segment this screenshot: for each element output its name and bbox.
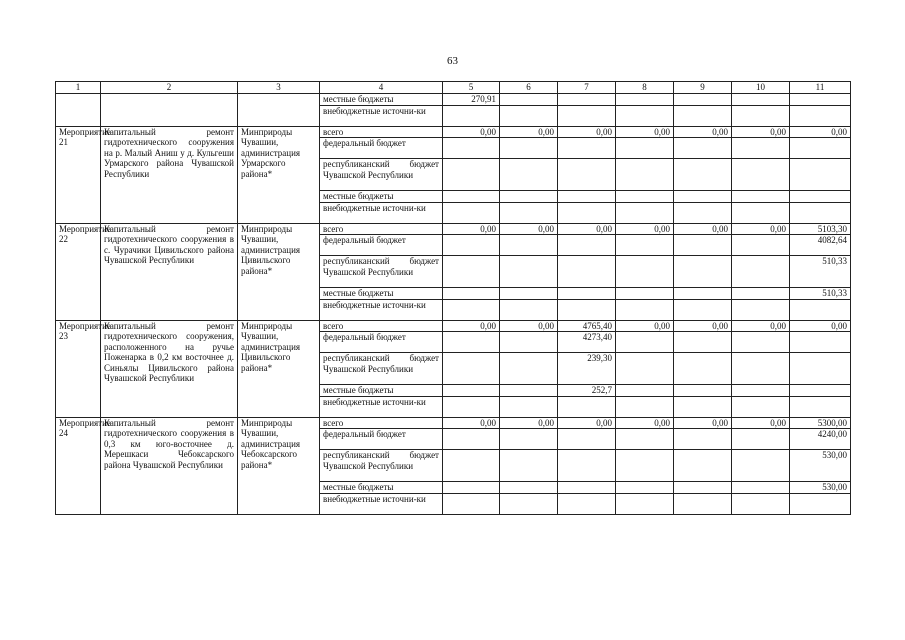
column-header: 1 [56,82,101,94]
event-executor: Минприроды Чувашии, администрация Цивильского района* [238,223,320,320]
table-row [56,223,851,235]
amount-cell: 5300,00 [790,417,851,429]
funding-source: внебюджетные источни-ки [320,396,443,417]
amount-cell [558,256,616,288]
event-name: Капитальный ремонт гидротехнического сооружения, расположенного на ручье Поженарка в 0,2 км восточнее д. Синьялы Цивильского района Чувашской Республики [101,320,238,417]
amount-cell [674,138,732,159]
amount-cell [558,396,616,417]
amount-cell: 4765,40 [558,320,616,332]
amount-cell [500,235,558,256]
amount-cell [616,235,674,256]
table-row [56,417,851,429]
funding-source: федеральный бюджет [320,235,443,256]
amount-cell [500,396,558,417]
amount-cell: 270,91 [443,94,500,106]
amount-cell [732,493,790,514]
amount-cell [616,138,674,159]
amount-cell [443,138,500,159]
amount-cell: 0,00 [790,126,851,138]
amount-cell [674,94,732,106]
column-header: 6 [500,82,558,94]
funding-source: всего [320,417,443,429]
funding-source: внебюджетные источни-ки [320,299,443,320]
amount-cell [732,256,790,288]
amount-cell [732,202,790,223]
amount-cell [443,202,500,223]
amount-cell [443,385,500,397]
amount-cell [732,353,790,385]
amount-cell [500,191,558,203]
amount-cell [616,159,674,191]
amount-cell [558,94,616,106]
amount-cell [500,353,558,385]
amount-cell [443,482,500,494]
funding-source: внебюджетные источни-ки [320,493,443,514]
amount-cell [790,299,851,320]
amount-cell [558,482,616,494]
event-executor: Минприроды Чувашии, администрация Чебоксарского района* [238,417,320,514]
amount-cell: 0,00 [616,320,674,332]
amount-cell [558,288,616,300]
amount-cell: 0,00 [732,320,790,332]
amount-cell [443,353,500,385]
event-executor: Минприроды Чувашии, администрация Урмарского района* [238,126,320,223]
amount-cell: 0,00 [500,223,558,235]
amount-cell [732,332,790,353]
page-number: 63 [447,55,458,67]
amount-cell [732,450,790,482]
amount-cell: 0,00 [674,126,732,138]
funding-source: федеральный бюджет [320,332,443,353]
amount-cell: 0,00 [674,320,732,332]
amount-cell [674,482,732,494]
amount-cell [674,353,732,385]
amount-cell [674,429,732,450]
amount-cell: 0,00 [790,320,851,332]
event-name: Капитальный ремонт гидротехнического сооружения на р. Малый Аниш у д. Кульгеши Урмарского района Чувашской Республики [101,126,238,223]
amount-cell [616,202,674,223]
column-header: 9 [674,82,732,94]
amount-cell [443,493,500,514]
funding-source: внебюджетные источни-ки [320,202,443,223]
amount-cell [674,105,732,126]
amount-cell [616,94,674,106]
event-name-cell [101,94,238,127]
column-header: 5 [443,82,500,94]
funding-source: внебюджетные источни-ки [320,105,443,126]
amount-cell [790,191,851,203]
amount-cell: 0,00 [732,223,790,235]
amount-cell [443,105,500,126]
amount-cell: 0,00 [558,126,616,138]
event-label: Мероприятие 22 [56,223,101,320]
amount-cell: 510,33 [790,288,851,300]
amount-cell [558,493,616,514]
amount-cell [732,482,790,494]
funding-source: местные бюджеты [320,94,443,106]
amount-cell: 0,00 [443,126,500,138]
amount-cell [616,385,674,397]
amount-cell [558,159,616,191]
amount-cell [732,299,790,320]
amount-cell [674,256,732,288]
amount-cell: 0,00 [558,223,616,235]
amount-cell [674,396,732,417]
amount-cell [732,191,790,203]
table-row [56,320,851,332]
amount-cell: 0,00 [674,417,732,429]
amount-cell [732,429,790,450]
amount-cell [500,429,558,450]
amount-cell [732,138,790,159]
event-label: Мероприятие 24 [56,417,101,514]
amount-cell [558,235,616,256]
amount-cell [500,202,558,223]
amount-cell [500,482,558,494]
amount-cell [616,191,674,203]
amount-cell [674,385,732,397]
amount-cell: 0,00 [443,417,500,429]
amount-cell [790,385,851,397]
amount-cell [558,429,616,450]
amount-cell: 0,00 [443,320,500,332]
column-header: 10 [732,82,790,94]
amount-cell [443,332,500,353]
funding-source: республиканский бюджет Чувашской Республики [320,450,443,482]
amount-cell: 0,00 [500,320,558,332]
amount-cell [616,353,674,385]
amount-cell [674,332,732,353]
event-executor: Минприроды Чувашии, администрация Цивильского района* [238,320,320,417]
amount-cell [732,94,790,106]
amount-cell [500,332,558,353]
amount-cell: 510,33 [790,256,851,288]
amount-cell [500,159,558,191]
amount-cell [500,450,558,482]
amount-cell: 530,00 [790,482,851,494]
amount-cell [790,202,851,223]
amount-cell [674,159,732,191]
amount-cell: 0,00 [558,417,616,429]
column-header: 3 [238,82,320,94]
funding-source: республиканский бюджет Чувашской Республики [320,353,443,385]
funding-source: местные бюджеты [320,385,443,397]
amount-cell [616,332,674,353]
amount-cell: 0,00 [500,417,558,429]
amount-cell [500,105,558,126]
amount-cell [443,159,500,191]
amount-cell [790,159,851,191]
amount-cell [443,450,500,482]
amount-cell: 0,00 [732,417,790,429]
amount-cell: 252,7 [558,385,616,397]
amount-cell [443,191,500,203]
event-name: Капитальный ремонт гидротехнического сооружения в с. Чурачики Цивильского района Чувашской Республики [101,223,238,320]
amount-cell [443,396,500,417]
amount-cell: 530,00 [790,450,851,482]
amount-cell [674,299,732,320]
amount-cell [790,138,851,159]
budget-table [55,81,851,515]
amount-cell: 0,00 [616,126,674,138]
amount-cell [732,396,790,417]
amount-cell [500,493,558,514]
executor-cell [238,94,320,127]
amount-cell [732,385,790,397]
amount-cell: 0,00 [732,126,790,138]
header-row [56,82,851,94]
amount-cell [500,94,558,106]
column-header: 7 [558,82,616,94]
funding-source: всего [320,126,443,138]
funding-source: местные бюджеты [320,288,443,300]
amount-cell [443,256,500,288]
amount-cell [443,429,500,450]
amount-cell [558,202,616,223]
amount-cell [674,493,732,514]
amount-cell: 0,00 [616,223,674,235]
amount-cell [616,288,674,300]
amount-cell: 0,00 [616,417,674,429]
amount-cell [732,288,790,300]
amount-cell [674,288,732,300]
amount-cell [616,105,674,126]
funding-source: республиканский бюджет Чувашской Республики [320,159,443,191]
funding-source: республиканский бюджет Чувашской Республики [320,256,443,288]
amount-cell: 239,30 [558,353,616,385]
amount-cell [674,191,732,203]
amount-cell [558,450,616,482]
amount-cell [790,493,851,514]
amount-cell: 0,00 [500,126,558,138]
amount-cell [500,138,558,159]
amount-cell [790,396,851,417]
column-header: 8 [616,82,674,94]
amount-cell: 5103,30 [790,223,851,235]
amount-cell [790,94,851,106]
amount-cell [790,353,851,385]
amount-cell [616,396,674,417]
funding-source: федеральный бюджет [320,429,443,450]
funding-source: местные бюджеты [320,482,443,494]
amount-cell [616,299,674,320]
amount-cell [558,105,616,126]
amount-cell: 4273,40 [558,332,616,353]
amount-cell [674,202,732,223]
amount-cell [616,429,674,450]
column-header: 2 [101,82,238,94]
funding-source: федеральный бюджет [320,138,443,159]
amount-cell [616,482,674,494]
table-row [56,126,851,138]
amount-cell [443,299,500,320]
amount-cell [558,299,616,320]
funding-source: всего [320,223,443,235]
amount-cell [674,235,732,256]
amount-cell [732,235,790,256]
amount-cell [443,288,500,300]
amount-cell: 4240,00 [790,429,851,450]
event-label-cell [56,94,101,127]
table-row [56,94,851,106]
amount-cell [616,493,674,514]
event-label: Мероприятие 21 [56,126,101,223]
amount-cell [790,332,851,353]
amount-cell [500,385,558,397]
amount-cell [500,288,558,300]
event-label: Мероприятие 23 [56,320,101,417]
amount-cell [616,450,674,482]
column-header: 4 [320,82,443,94]
amount-cell: 0,00 [443,223,500,235]
amount-cell [500,256,558,288]
amount-cell [500,299,558,320]
amount-cell [616,256,674,288]
amount-cell: 0,00 [674,223,732,235]
amount-cell [558,191,616,203]
amount-cell [790,105,851,126]
amount-cell [674,450,732,482]
column-header: 11 [790,82,851,94]
funding-source: местные бюджеты [320,191,443,203]
amount-cell [732,105,790,126]
funding-source: всего [320,320,443,332]
amount-cell [558,138,616,159]
amount-cell [732,159,790,191]
amount-cell: 4082,64 [790,235,851,256]
amount-cell [443,235,500,256]
event-name: Капитальный ремонт гидротехнического сооружения в 0,3 км юго-восточнее д. Мерешкаси Чебоксарского района Чувашской Республики [101,417,238,514]
